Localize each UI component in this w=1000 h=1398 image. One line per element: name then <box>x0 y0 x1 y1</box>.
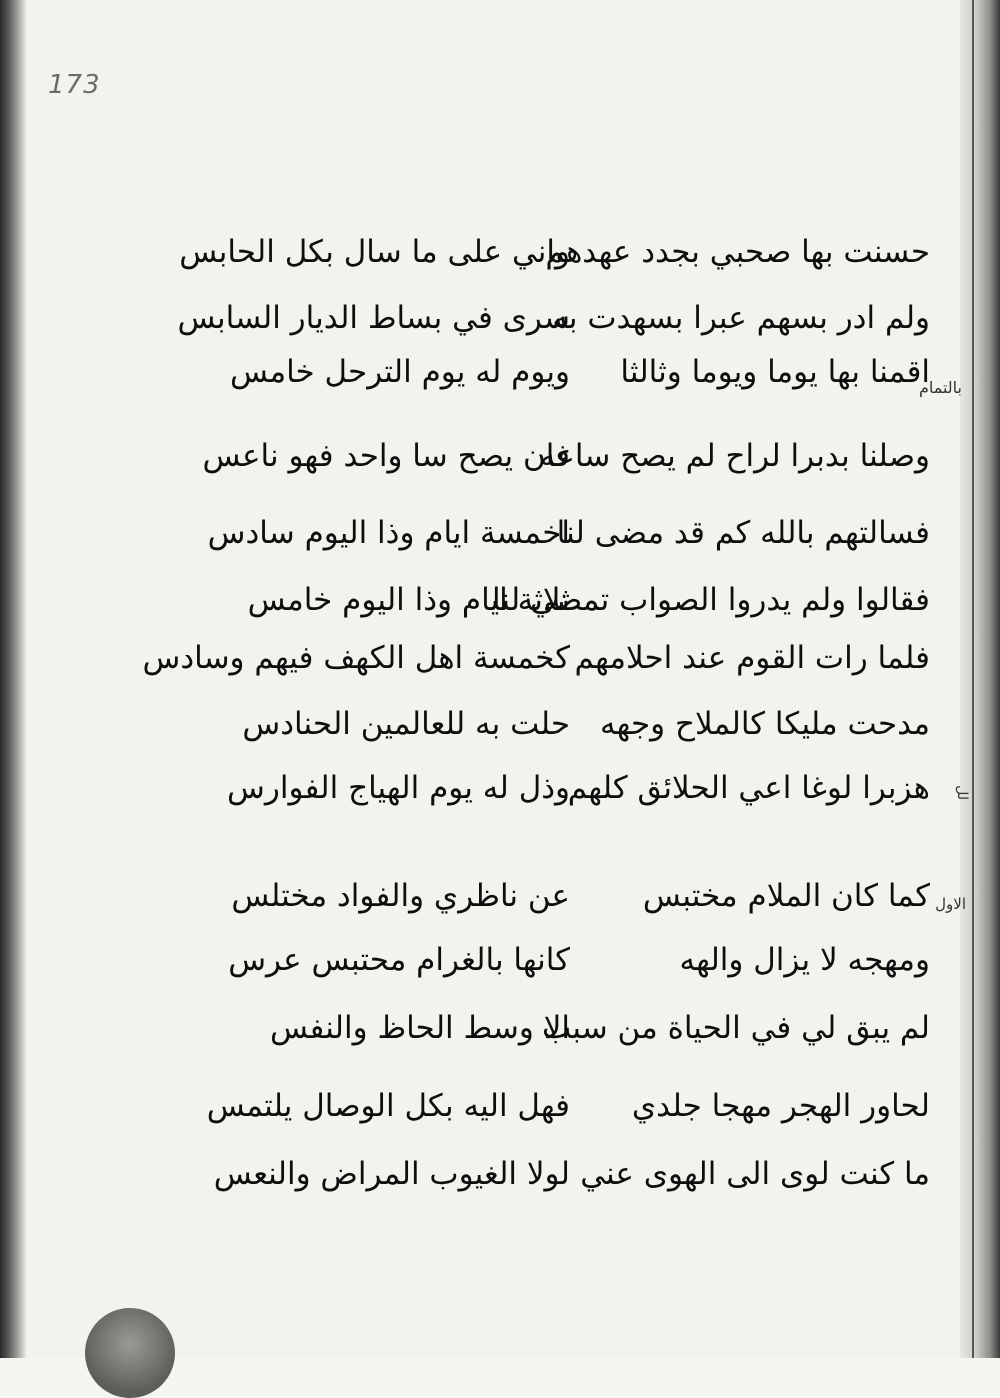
second-hemistich: فان يصح سا واحد فهو ناعس <box>202 438 570 474</box>
first-hemistich: فسالتهم بالله كم قد مضى لنا <box>556 515 930 551</box>
page-gutter-shadow <box>0 0 26 1358</box>
second-hemistich: كانها بالغرام محتبس عرس <box>228 942 570 978</box>
verse-line <box>150 290 930 346</box>
verse-line <box>150 868 930 924</box>
second-hemistich: الا وسط الحاظ والنفس <box>270 1010 570 1046</box>
verse-line <box>150 696 930 752</box>
verse-line <box>150 1000 930 1056</box>
first-hemistich: ولم ادر بسهم عبرا بسهدت به <box>552 300 930 336</box>
first-hemistich: مدحت مليكا كالملاح وجهه <box>600 706 930 742</box>
second-hemistich: ثلاثة ايام وذا اليوم خامس <box>247 582 570 618</box>
first-hemistich: كما كان الملام مختبس <box>642 878 930 914</box>
second-hemistich: فهل اليه بكل الوصال يلتمس <box>206 1088 570 1124</box>
binding-line <box>972 0 974 1358</box>
margin-note: الاول <box>935 895 966 913</box>
first-hemistich: ومهجه لا يزال والهه <box>679 942 930 978</box>
second-hemistich: اخمسة ايام وذا اليوم سادس <box>207 515 570 551</box>
first-hemistich: ما كنت لوى الى الهوى عني <box>580 1156 930 1192</box>
second-hemistich: حلت به للعالمين الحنادس <box>242 706 570 742</box>
second-hemistich: وذل له يوم الهياج الفوارس <box>227 770 570 806</box>
second-hemistich: لولا الغيوب المراض والنعس <box>213 1156 570 1192</box>
first-hemistich: فلما رات القوم عند احلامهم <box>574 640 930 676</box>
verse-line <box>150 428 930 484</box>
margin-note: بالتمام <box>918 378 962 397</box>
verse-line <box>150 932 930 988</box>
second-hemistich: ويوم له يوم الترحل خامس <box>229 354 570 390</box>
verse-line <box>150 224 930 280</box>
first-hemistich: لحاور الهجر مهجا جلدي <box>631 1088 930 1124</box>
second-hemistich: سرى في بساط الديار السابس <box>177 300 570 336</box>
verse-line <box>150 1146 930 1202</box>
verse-line <box>150 505 930 561</box>
second-hemistich: واني على ما سال بكل الحابس <box>179 234 570 270</box>
verse-line <box>150 572 930 628</box>
margin-note: لل <box>954 785 970 800</box>
second-hemistich: كخمسة اهل الكهف فيهم وسادس <box>142 640 570 676</box>
verse-line <box>142 630 930 686</box>
first-hemistich: حسنت بها صحبي بجدد عهدهم <box>545 234 930 270</box>
verse-line <box>150 344 930 400</box>
first-hemistich: اقمنا بها يوما ويوما وثالثا <box>620 354 930 390</box>
first-hemistich: لم يبق لي في الحياة من سبب <box>541 1010 930 1046</box>
first-hemistich: وصلنا بدبرا لراح لم يصح ساعه <box>539 438 930 474</box>
verse-line <box>150 760 930 816</box>
verse-line <box>150 1078 930 1134</box>
page-right-edge <box>960 0 1000 1358</box>
first-hemistich: هزبرا لوغا اعي الحلائق كلهم <box>567 770 930 806</box>
folio-number: 173 <box>48 70 101 100</box>
thumb-shadow <box>85 1308 175 1398</box>
second-hemistich: عن ناظري والفواد مختلس <box>231 878 570 914</box>
first-hemistich: فقالوا ولم يدروا الصواب تمضي لنا <box>491 582 930 618</box>
